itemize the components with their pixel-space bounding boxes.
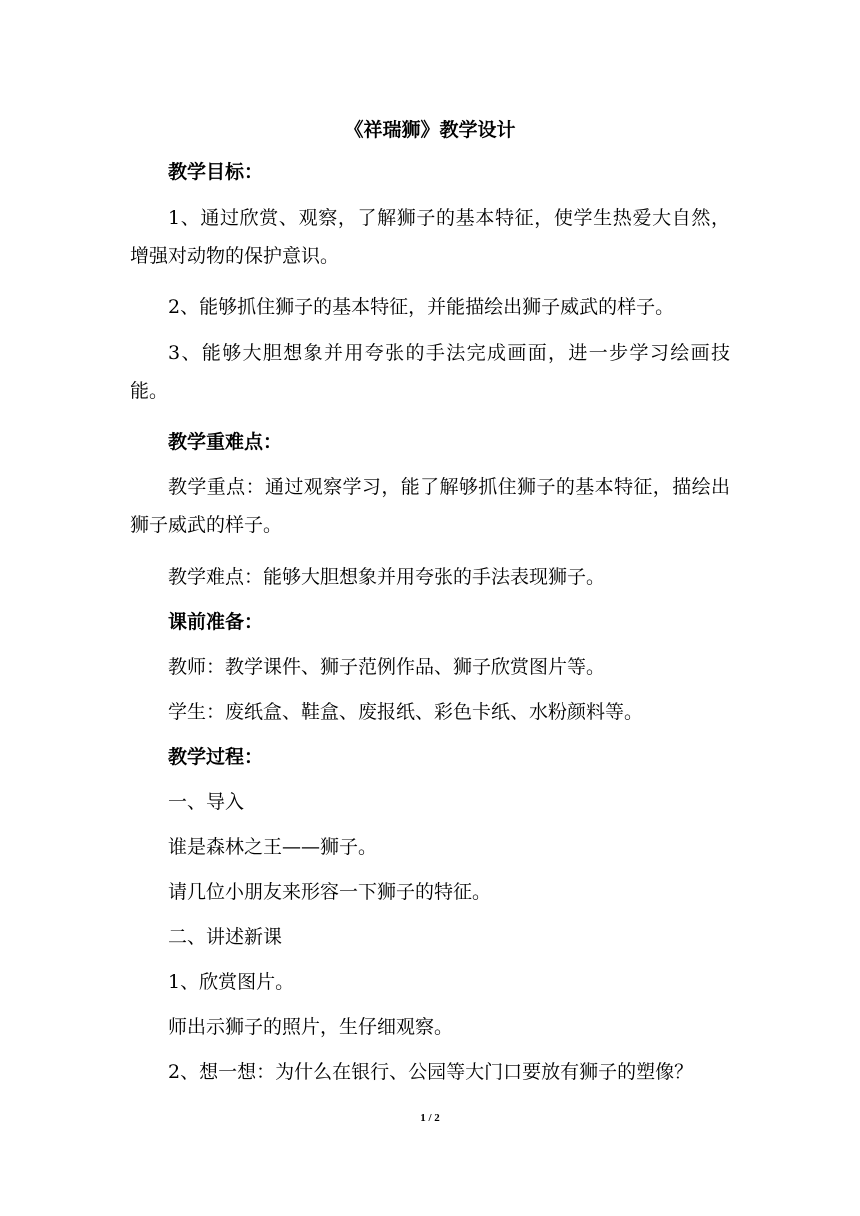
student-preparation: 学生：废纸盒、鞋盒、废报纸、彩色卡纸、水粉颜料等。 bbox=[168, 701, 644, 723]
section-heading-key-points: 教学重难点： bbox=[168, 431, 283, 453]
objective-2: 2、能够抓住狮子的基本特征，并能描绘出狮子威武的样子。 bbox=[168, 296, 675, 318]
process-text: 请几位小朋友来形容一下狮子的特征。 bbox=[168, 881, 492, 903]
process-step-new-lesson: 二、讲述新课 bbox=[168, 926, 283, 948]
section-heading-objectives: 教学目标： bbox=[168, 161, 264, 183]
section-heading-process: 教学过程： bbox=[168, 746, 264, 768]
section-heading-preparation: 课前准备： bbox=[168, 611, 264, 633]
difficult-point: 教学难点：能够大胆想象并用夸张的手法表现狮子。 bbox=[168, 566, 606, 588]
key-point: 教学重点：通过观察学习，能了解够抓住狮子的基本特征，描绘出狮子威武的样子。 bbox=[130, 476, 730, 536]
objective-1: 1、通过欣赏、观察，了解狮子的基本特征，使学生热爱大自然，增强对动物的保护意识。 bbox=[130, 207, 730, 267]
document-title: 《祥瑞狮》教学设计 bbox=[344, 119, 516, 141]
process-text: 谁是森林之王——狮子。 bbox=[168, 836, 378, 858]
process-text: 1、欣赏图片。 bbox=[168, 971, 295, 993]
teacher-preparation: 教师：教学课件、狮子范例作品、狮子欣赏图片等。 bbox=[168, 656, 606, 678]
objective-3: 3、能够大胆想象并用夸张的手法完成画面，进一步学习绘画技能。 bbox=[130, 342, 730, 402]
process-text: 2、想一想：为什么在银行、公园等大门口要放有狮子的塑像？ bbox=[168, 1061, 694, 1083]
process-text: 师出示狮子的照片，生仔细观察。 bbox=[168, 1016, 454, 1038]
process-step-intro: 一、导入 bbox=[168, 791, 245, 813]
page-number: 1 / 2 bbox=[420, 1112, 440, 1124]
